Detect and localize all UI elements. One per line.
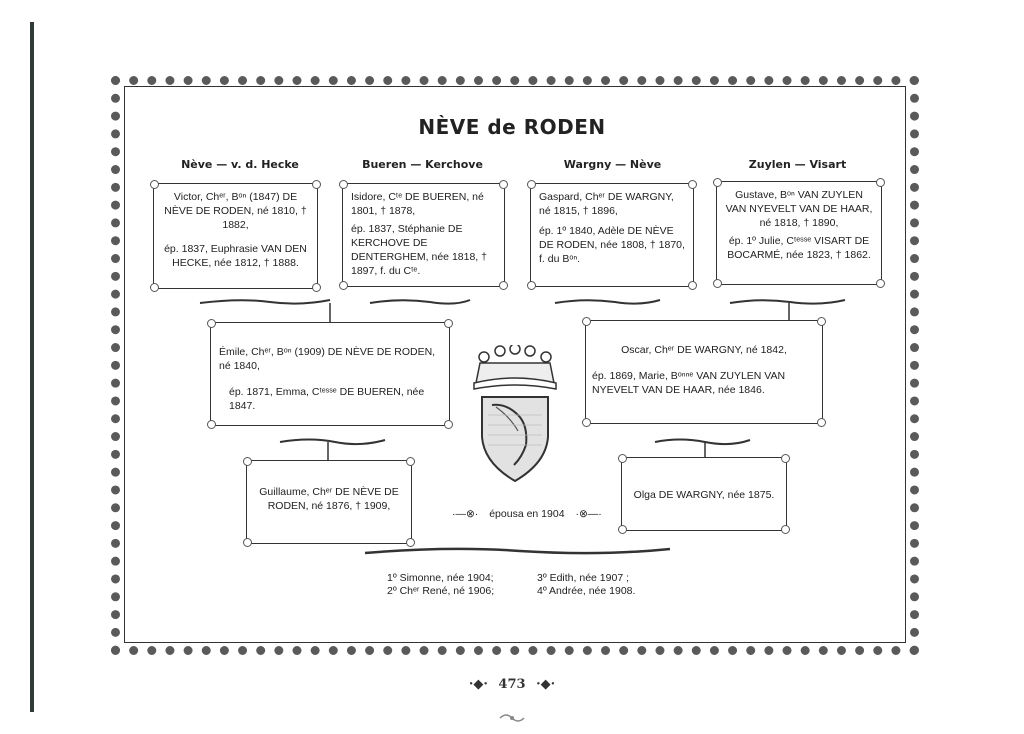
children-left-column <box>387 572 494 598</box>
marriage-note <box>452 508 602 520</box>
child-entry: 1º Simonne, née 1904; <box>387 572 494 584</box>
child-entry: 2º Chᵉʳ René, né 1906; <box>387 585 495 597</box>
grandparent-husband-text: Gustave, Bᵒⁿ VAN ZUYLEN VAN NYEVELT VAN DE HAAR, né 1818, † 1890, <box>725 189 873 229</box>
parent-box-neve <box>210 322 450 426</box>
parent-box-wargny <box>585 320 823 424</box>
parent-husband-text: Émile, Chᵉʳ, Bᵒⁿ (1909) DE NÈVE DE RODEN, né 1840, <box>219 346 436 372</box>
column-heading-4: Zuylen — Visart <box>748 158 847 171</box>
ornament-right-icon: ·⊗—· <box>575 508 602 520</box>
husband-text: Guillaume, Chᵉʳ DE NÈVE DE RODEN, né 1876, † 1909, <box>259 486 399 512</box>
page-number-line <box>0 677 1024 692</box>
grandparent-husband-text: Gaspard, Chᵉʳ DE WARGNY, né 1815, † 1896, <box>539 191 674 217</box>
wife-text: Olga DE WARGNY, née 1875. <box>633 489 775 501</box>
page-title: NÈVE de RODEN <box>418 115 606 139</box>
fleuron-icon <box>498 712 526 724</box>
grandparent-wife-text: ép. 1837, Stéphanie DE KERCHOVE DE DENTERGHEM, née 1818, † 1897, f. du Cᵗᵉ. <box>351 223 487 277</box>
parent-wife-text: ép. 1869, Marie, Bᵒⁿⁿᵉ VAN ZUYLEN VAN NYEVELT VAN DE HAAR, née 1846. <box>592 370 786 396</box>
grandparent-husband-text: Victor, Chᵉʳ, Bᵒⁿ (1847) DE NÈVE DE RODEN, né 1810, † 1882, <box>164 191 307 231</box>
marriage-text: épousa en 1904 <box>489 508 565 520</box>
grandparent-wife-text: ép. 1837, Euphrasie VAN DEN HECKE, née 1812, † 1888. <box>164 243 307 269</box>
column-heading-2: Bueren — Kerchove <box>362 158 483 171</box>
wife-box <box>621 457 787 531</box>
page-number: 473 <box>498 677 526 692</box>
husband-box <box>246 460 412 544</box>
parent-wife-text: ép. 1871, Emma, Cᵗᵉˢˢᵉ DE BUEREN, née 1847. <box>229 386 425 412</box>
grandparent-husband-text: Isidore, Cᵗᵉ DE BUEREN, né 1801, † 1878, <box>351 191 484 217</box>
column-heading-3: Wargny — Nève <box>563 158 662 171</box>
child-entry: 3º Edith, née 1907 ; <box>537 572 629 584</box>
parent-husband-text: Oscar, Chᵉʳ DE WARGNY, né 1842, <box>621 344 787 356</box>
ornament-left-icon: ·—⊗· <box>452 508 479 520</box>
children-right-column <box>537 572 635 598</box>
grandparent-wife-text: ép. 1º 1840, Adèle DE NÈVE DE RODEN, née 1808, † 1870, f. du Bᵒⁿ. <box>539 225 685 265</box>
coat-of-arms-emblem <box>466 345 564 485</box>
ornament-icon: ·◆· <box>536 677 556 692</box>
child-entry: 4º Andrée, née 1908. <box>537 585 636 597</box>
column-heading-1: Nève — v. d. Hecke <box>181 158 299 171</box>
grandparent-wife-text: ép. 1º Julie, Cᵗᵉˢˢᵉ VISART DE BOCARMÉ, née 1823, † 1862. <box>727 235 871 261</box>
ornament-icon: ·◆· <box>468 677 488 692</box>
